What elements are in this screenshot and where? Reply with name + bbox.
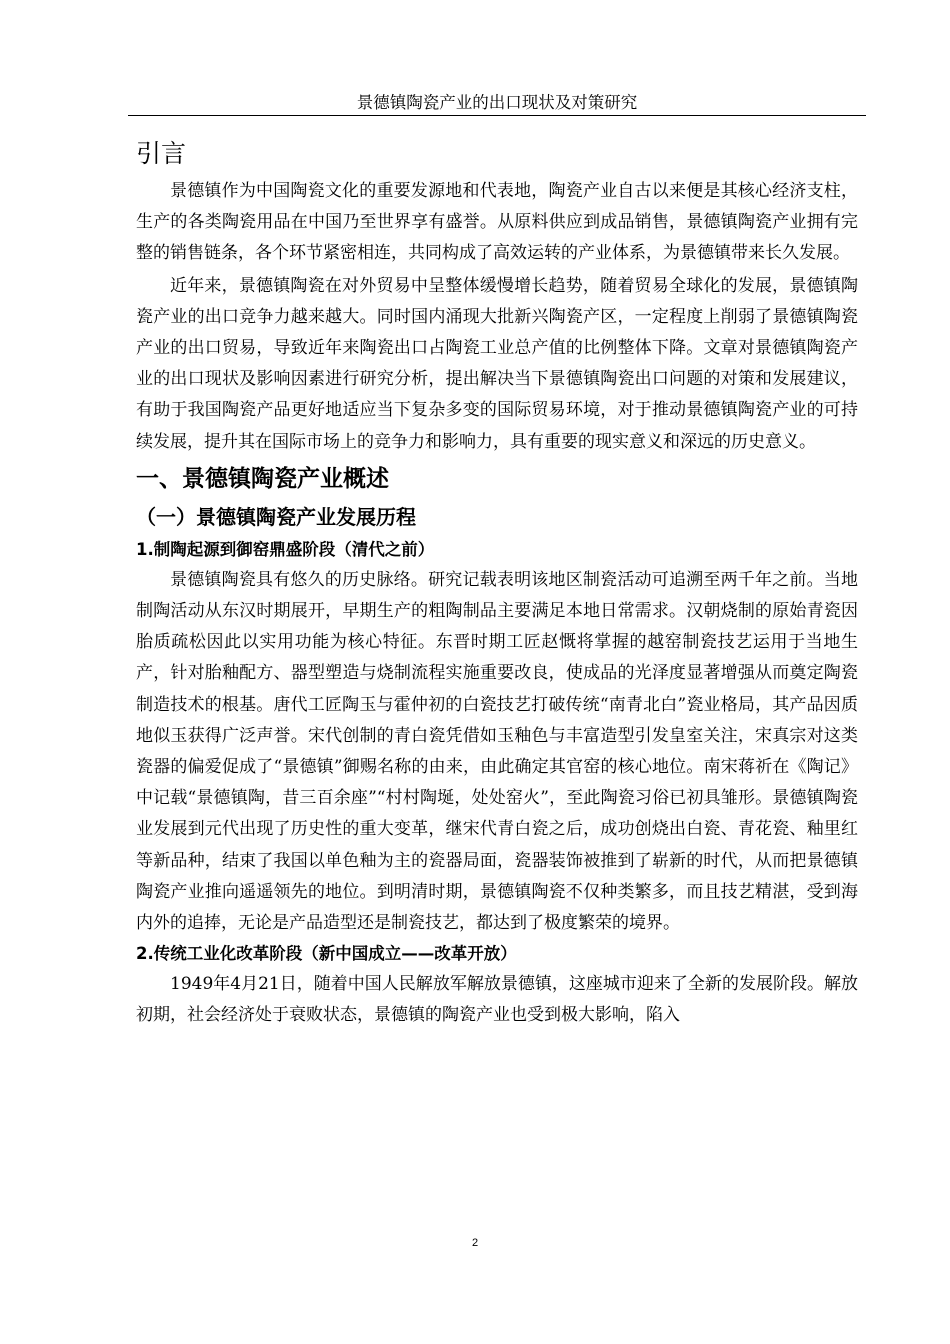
intro-paragraph-2: 近年来，景德镇陶瓷在对外贸易中呈整体缓慢增长趋势，随着贸易全球化的发展，景德镇陶瓷产业的出口竞争力越来越大。同时国内涌现大批新兴陶瓷产区，一定程度上削弱了景德镇陶瓷产业的出口贸易，导致近年来陶瓷出口占陶瓷工业总产值的比例整体下降。文章对景德镇陶瓷产业的出口现状及影响因素进行研究分析，提出解决当下景德镇陶瓷出口问题的对策和发展建议，有助于我国陶瓷产品更好地适应当下复杂多变的国际贸易环境，对于推动景德镇陶瓷产业的可持续发展，提升其在国际市场上的竞争力和影响力，具有重要的现实意义和深远的历史意义。 [136, 275, 858, 452]
item-2-heading: 2.传统工业化改革阶段（新中国成立——改革开放） [136, 944, 517, 964]
page-number: 2 [471, 1237, 479, 1249]
section-1-heading: 一、景德镇陶瓷产业概述 [136, 465, 389, 492]
intro-paragraph-1: 景德镇作为中国陶瓷文化的重要发源地和代表地，陶瓷产业自古以来便是其核心经济支柱，生产的各类陶瓷用品在中国乃至世界享有盛誉。从原料供应到成品销售，景德镇陶瓷产业拥有完整的销售链条，各个环节紧密相连，共同构成了高效运转的产业体系，为景德镇带来长久发展。 [136, 181, 858, 264]
subsection-1-heading: （一）景德镇陶瓷产业发展历程 [136, 504, 416, 529]
item-2-paragraph: 1949年4月21日，随着中国人民解放军解放景德镇，这座城市迎来了全新的发展阶段。解放初期，社会经济处于衰败状态，景德镇的陶瓷产业也受到极大影响，陷入 [136, 974, 858, 1026]
intro-heading: 引言 [136, 139, 187, 168]
running-header-title: 景德镇陶瓷产业的出口现状及对策研究 [356, 93, 638, 112]
item-1-heading: 1.制陶起源到御窑鼎盛阶段（清代之前） [136, 539, 435, 559]
page-content [136, 132, 858, 1032]
item-1-paragraph: 景德镇陶瓷具有悠久的历史脉络。研究记载表明该地区制瓷活动可追溯至两千年之前。当地制陶活动从东汉时期展开，早期生产的粗陶制品主要满足本地日常需求。汉朝烧制的原始青瓷因胎质疏松因此以实用功能为核心特征。东晋时期工匠赵慨将掌握的越窑制瓷技艺运用于当地生产，针对胎釉配方、器型塑造与烧制流程实施重要改良，使成品的光泽度显著增强从而奠定陶瓷制造技术的根基。唐代工匠陶玉与霍仲初的白瓷技艺打破传统“南青北白”瓷业格局，其产品因质地似玉获得广泛声誉。宋代创制的青白瓷凭借如玉釉色与丰富造型引发皇室关注，宋真宗对这类瓷器的偏爱促成了“景德镇”御赐名称的由来，由此确定其官窑的核心地位。南宋蒋祈在《陶记》中记载“景德镇陶，昔三百余座”“村村陶埏，处处窑火”，至此陶瓷习俗已初具雏形。景德镇陶瓷业发展到元代出现了历史性的重大变革，继宋代青白瓷之后，成功创烧出白瓷、青花瓷、釉里红等新品种，结束了我国以单色釉为主的瓷器局面，瓷器装饰被推到了崭新的时代，从而把景德镇陶瓷产业推向遥遥领先的地位。到明清时期，景德镇陶瓷不仅种类繁多，而且技艺精湛，受到海内外的追捧，无论是产品造型还是制瓷技艺，都达到了极度繁荣的境界。 [136, 569, 858, 934]
header-rule [128, 115, 866, 116]
